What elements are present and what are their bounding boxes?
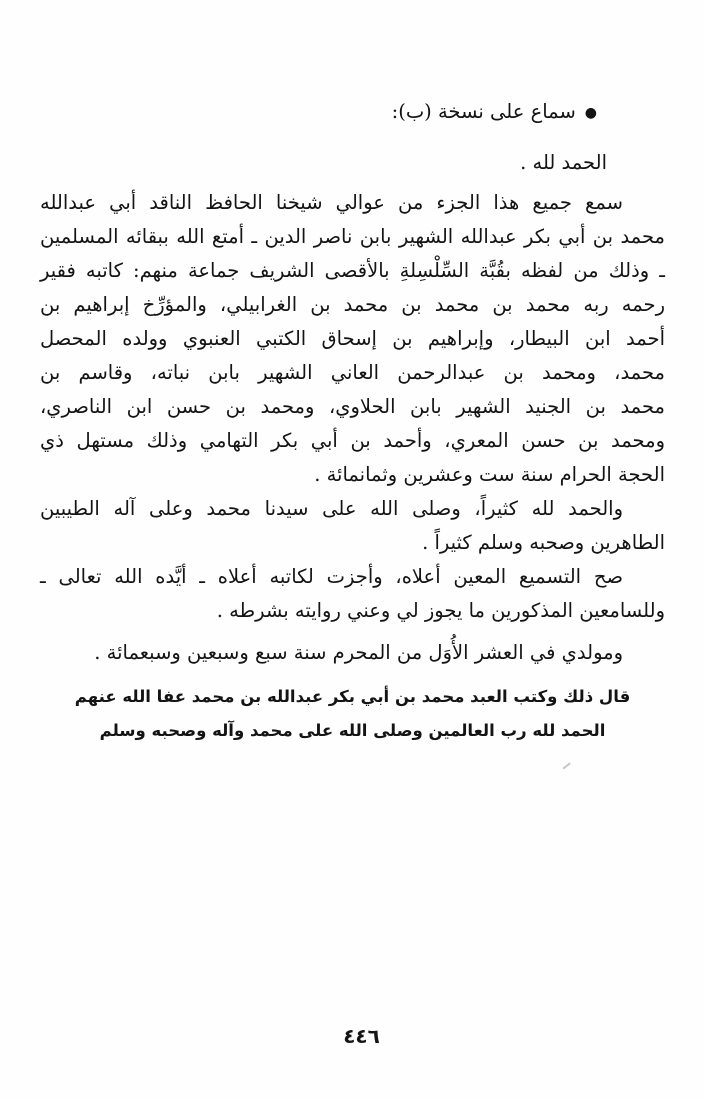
body-line: سمع جميع هذا الجزء من عوالي شيخنا الحافظ الناقد أبي عبدالله [40, 191, 623, 214]
samaa-heading [40, 95, 665, 130]
body-line: ـ وذلك من لفظه بقُبَّة السِّلْسِلةِ بالأقصى الشريف جماعة منهم: كاتبه فقير [40, 259, 665, 282]
body-line: الطاهرين وصحبه وسلم كثيراً . [422, 531, 665, 554]
body-line: والحمد لله كثيراً، وصلى الله على سيدنا محمد وعلى آله الطيبين [40, 497, 623, 520]
body-line-hamdala: الحمد لله . [520, 151, 607, 174]
body-line: وللسامعين المذكورين ما يجوز لي وعني روايته بشرطه . [216, 599, 665, 622]
body-line: محمد بن الجنيد الشهير بابن الحلاوي، ومحمد بن حسن ابن الناصري، [40, 395, 665, 418]
body-line: ومولدي في العشر الأُوَل من المحرم سنة سبع وسبعين وسبعمائة . [94, 641, 623, 664]
colophon-line: قال ذلك وكتب العبد محمد بن أبي بكر عبدالله بن محمد عفا الله عنهم [74, 687, 631, 706]
page-number: ٤٤٦ [343, 1024, 380, 1048]
body-line: رحمه ربه محمد بن محمد بن محمد بن الغرابيلي، والمؤرِّخ إبراهيم بن [40, 293, 665, 316]
text-block [40, 95, 665, 748]
samaa-heading-label: سماع على نسخة (ب): [391, 100, 576, 123]
body-line: أحمد ابن البيطار، وإبراهيم بن إسحاق الكتبي العنبوي وولده المحصل [40, 327, 665, 350]
body-line: صح التسميع المعين أعلاه، وأجزت لكاتبه أعلاه ـ أيَّده الله تعالى ـ [40, 565, 623, 588]
bullet-icon: ● [584, 105, 597, 121]
scan-artifact [562, 762, 570, 769]
colophon [40, 680, 665, 748]
colophon-line: الحمد لله رب العالمين وصلى الله على محمد وآله وصحبه وسلم [99, 721, 606, 740]
body-line: ومحمد بن حسن المعري، وأحمد بن أبي بكر التهامي وذلك مستهل ذي [40, 429, 665, 452]
body-line: محمد، ومحمد بن عبدالرحمن العاني الشهير بابن نباته، وقاسم بن [40, 361, 665, 384]
body-line: محمد بن أبي بكر عبدالله الشهير بابن ناصر الدين ـ أمتع الله ببقائه المسلمين [40, 225, 665, 248]
body-line: الحجة الحرام سنة ست وعشرين وثمانمائة . [314, 463, 665, 486]
